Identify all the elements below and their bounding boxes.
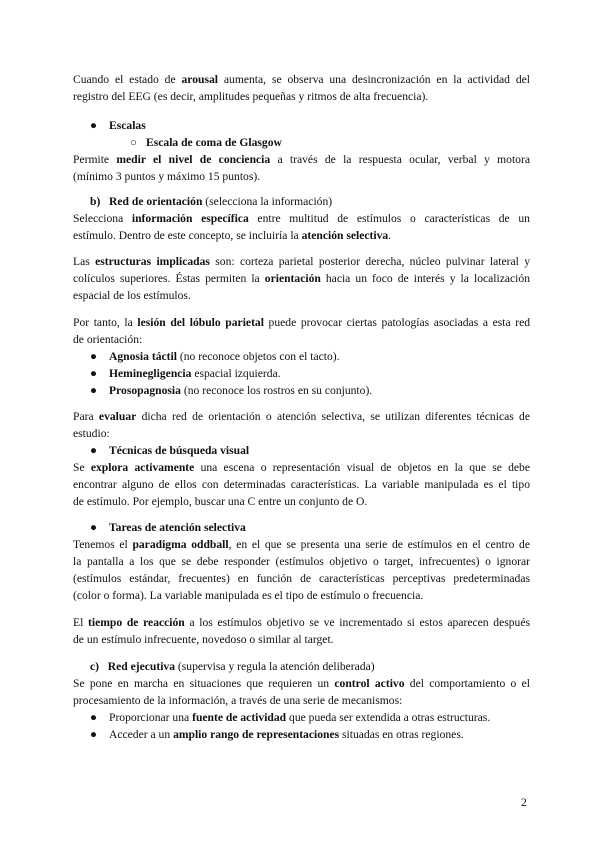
list-item: ● Acceder a un amplio rango de representaciones situadas en otras regiones. [90, 728, 464, 741]
section-c-paragraph: Se pone en marcha en situaciones que requieren un control activo del comportamiento o el procesamiento de la información, a través de una serie de mecanismos: [73, 677, 530, 707]
lesion-paragraph: Por tanto, la lesión del lóbulo parietal puede provocar ciertas patologías asociadas a esta red de orientación: [73, 316, 531, 346]
bullet-icon: ● [90, 444, 98, 457]
bullet-icon: ● [90, 728, 98, 741]
tiempo-paragraph: El tiempo de reacción a los estímulos objetivo se ve incrementado si estos aparecen después de un estímulo infrecuente, novedoso o similar al target. [73, 616, 530, 646]
tecnicas-item: ● Técnicas de búsqueda visual [90, 444, 250, 457]
section-b-heading: b) Red de orientación (selecciona la información) [90, 195, 333, 208]
list-item: ● Agnosia táctil (no reconoce objetos con el tacto). [90, 350, 340, 363]
list-item: ● Heminegligencia espacial izquierda. [90, 367, 281, 380]
page-number: 2 [521, 796, 527, 809]
estructuras-paragraph: Las estructuras implicadas son: corteza parietal posterior derecha, núcleo pulvinar lateral y colículos superiores. Éstas permiten la orientación hacia un foco de interés y la localización espacial de los estímulos. [73, 255, 531, 302]
list-item: ● Proporcionar una fuente de actividad que pueda ser extendida a otras estructuras. [90, 711, 491, 724]
bullet-icon: ● [90, 384, 98, 397]
bullet-icon: ● [90, 350, 98, 363]
escalas-label: Escalas [109, 119, 146, 132]
glasgow-label: Escala de coma de Glasgow [146, 136, 282, 149]
glasgow-item [73, 134, 530, 151]
tareas-item: ● Tareas de atención selectiva [90, 521, 246, 534]
circle-bullet-icon: ○ [130, 136, 138, 149]
section-b-paragraph: Selecciona información específica entre multitud de estímulos o características de un estímulo. Dentro de este concepto, se incluiría la atención selectiva. [73, 212, 530, 242]
glasgow-paragraph: Permite medir el nivel de conciencia a través de la respuesta ocular, verbal y motora (mínimo 3 puntos y máximo 15 puntos). [73, 153, 530, 183]
escalas-item [73, 117, 530, 134]
tareas-paragraph: Tenemos el paradigma oddball, en el que se presenta una serie de estímulos en el centro de la pantalla a los que se debe responder (estímulos objetivo o target, infrecuentes) o ignorar (estímulos estándar, frecuentes) en función de características perceptivas predeterminadas (color o forma). La variable manipulada es el tipo de estímulo o frecuencia. [73, 538, 530, 602]
arousal-paragraph: Cuando el estado de arousal aumenta, se observa una desincronización en la actividad del registro del EEG (es decir, amplitudes pequeñas y ritmos de alta frecuencia). [73, 73, 531, 103]
section-c-heading: c) Red ejecutiva (supervisa y regula la atención deliberada) [90, 660, 375, 673]
bullet-icon: ● [90, 521, 98, 534]
list-item: ● Prosopagnosia (no reconoce los rostros en su conjunto). [90, 384, 373, 397]
bullet-icon: ● [90, 119, 98, 132]
tecnicas-paragraph: Se explora activamente una escena o representación visual de objetos en la que se debe encontrar alguno de ellos con determinadas características. La variable manipulada es el tipo de estímulo. Por ejemplo, buscar una C entre un conjunto de O. [73, 461, 530, 508]
evaluar-paragraph: Para evaluar dicha red de orientación o atención selectiva, se utilizan diferentes técnicas de estudio: [73, 410, 531, 440]
bullet-icon: ● [90, 367, 98, 380]
bullet-icon: ● [90, 711, 98, 724]
